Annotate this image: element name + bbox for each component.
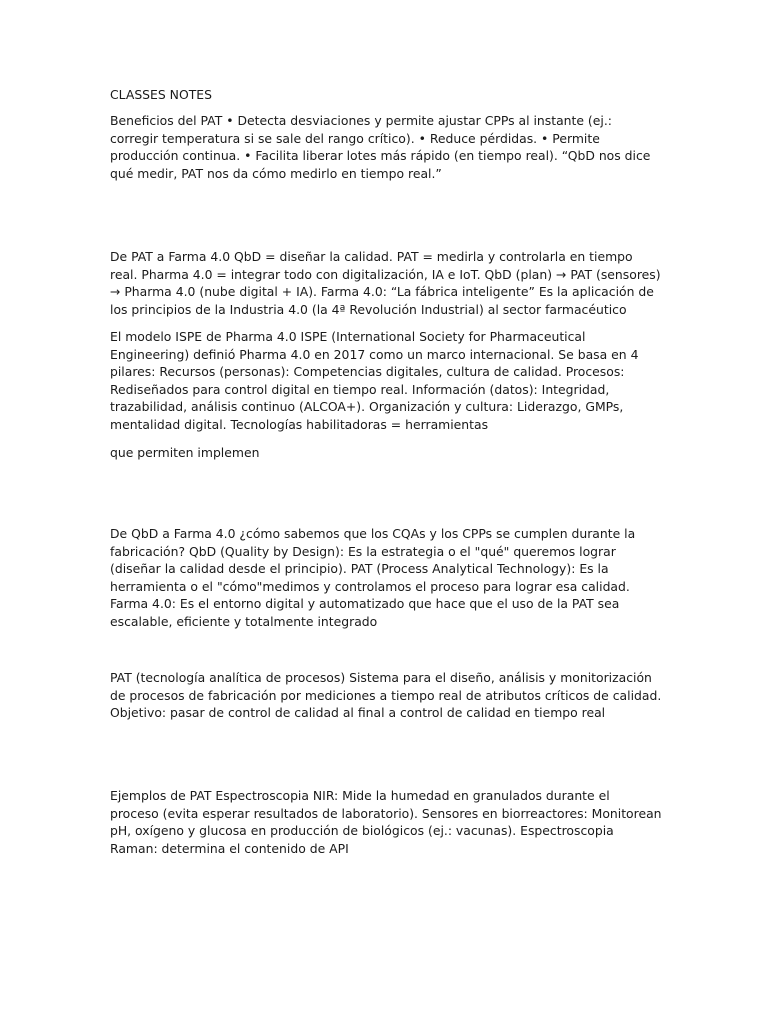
document-title: CLASSES NOTES: [110, 87, 212, 102]
paragraph-modelo-ispe: El modelo ISPE de Pharma 4.0 ISPE (International Society for Pharmaceutical Engineering) definió Pharma 4.0 en 2017 como un marco internacional. Se basa en 4 pilares: Recursos (personas): Competencias digitales, cultura de calidad. Procesos: Rediseñados para control digital en tiempo real. Información (datos): Integridad, trazabilidad, análisis continuo (ALCOA+). Organización y cultura: Liderazgo, GMPs, mentalidad digital. Tecnologías habilitadoras = herramientas: [110, 329, 639, 432]
paragraph-pat-farma-40: De PAT a Farma 4.0 QbD = diseñar la calidad. PAT = medirla y controlarla en tiempo real. Pharma 4.0 = integrar todo con digitalización, IA e IoT. QbD (plan) → PAT (sensores) → Pharma 4.0 (nube digital + IA). Farma 4.0: “La fábrica inteligente” Es la aplicación de los principios de la Industria 4.0 (la 4ª Revolución Industrial) al sector farmacéutico: [110, 249, 661, 317]
paragraph-qbd-farma-40: De QbD a Farma 4.0 ¿cómo sabemos que los CQAs y los CPPs se cumplen durante la fabricación? QbD (Quality by Design): Es la estrategia o el "qué" queremos lograr (diseñar la calidad desde el principio). PAT (Process Analytical Technology): Es la herramienta o el "cómo"medimos y controlamos el proceso para lograr esa calidad. Farma 4.0: Es el entorno digital y automatizado que hace que el uso de la PAT sea escalable, eficiente y totalmente integrado: [110, 526, 636, 629]
paragraph-fragment: que permiten implemen: [110, 445, 260, 460]
paragraph-beneficios-pat: Beneficios del PAT • Detecta desviaciones y permite ajustar CPPs al instante (ej.: corregir temperatura si se sale del rango crítico). • Reduce pérdidas. • Permite producción continua. • Facilita liberar lotes más rápido (en tiempo real). “QbD nos dice qué medir, PAT nos da cómo medirlo en tiempo real.”: [110, 113, 651, 181]
paragraph-pat-definicion: PAT (tecnología analítica de procesos) Sistema para el diseño, análisis y monitorización de procesos de fabricación por mediciones a tiempo real de atributos críticos de calidad. Objetivo: pasar de control de calidad al final a control de calidad en tiempo real: [110, 670, 662, 721]
paragraph-ejemplos-pat: Ejemplos de PAT Espectroscopia NIR: Mide la humedad en granulados durante el proceso (evita esperar resultados de laboratorio). Sensores en biorreactores: Monitorean pH, oxígeno y glucosa en producción de biológicos (ej.: vacunas). Espectroscopia Raman: determina el contenido de API: [110, 788, 662, 856]
